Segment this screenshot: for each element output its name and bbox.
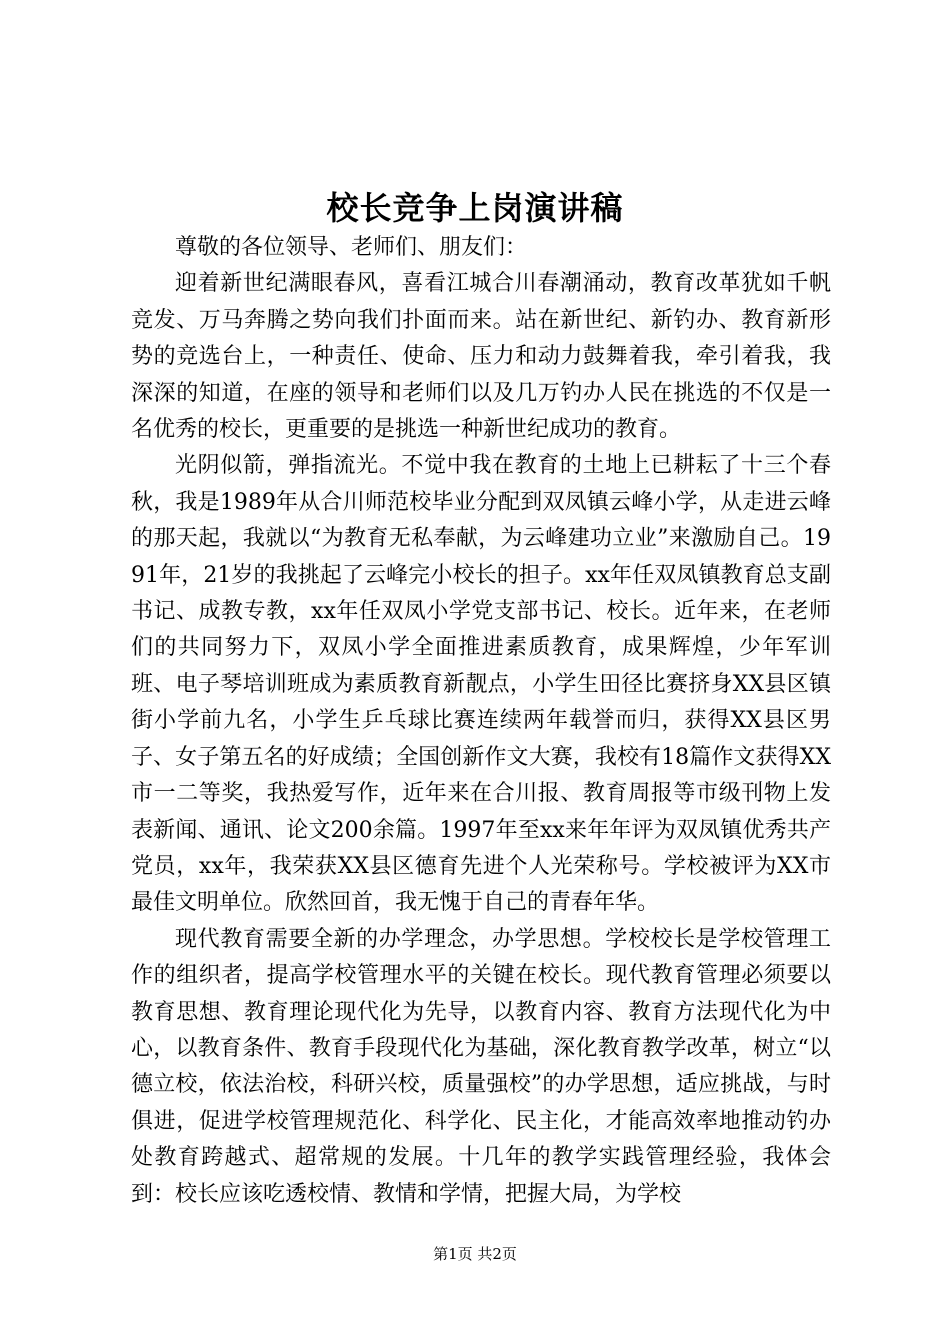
salutation-paragraph: 尊敬的各位领导、老师们、朋友们： — [175, 235, 528, 260]
body-paragraph-2: 光阴似箭，弹指流光。不觉中我在教育的土地上已耕耘了十三个春秋，我是1989年从合川师范校毕业分配到双凤镇云峰小学，从走进云峰的那天起，我就以“为教育无私奉献，为云峰建功立业”来激励自己。1991年，21岁的我挑起了云峰完小校长的担子。xx年任双凤镇教育总支副书记、成教专教，xx年任双凤小学党支部书记、校长。近年来，在老师们的共同努力下，双凤小学全面推进素质教育，成果辉煌，少年军训班、电子琴培训班成为素质教育新靓点，小学生田径比赛挤身XX县区镇街小学前九名，小学生乒乓球比赛连续两年载誉而归，获得XX县区男子、女子第五名的好成绩；全国创新作文大赛，我校有18篇作文获得XX市一二等奖，我热爱写作，近年来在合川报、教育周报等市级刊物上发表新闻、通讯、论文200余篇。1997年至xx来年年评为双凤镇优秀共产党员，xx年，我荣获XX县区德育先进个人光荣称号。学校被评为XX市最佳文明单位。欣然回首，我无愧于自己的青春年华。 — [131, 453, 831, 916]
page-footer — [0, 1244, 950, 1264]
body-paragraph-1: 迎着新世纪满眼春风，喜看江城合川春潮涌动，教育改革犹如千帆竞发、万马奔腾之势向我们扑面而来。站在新世纪、新钓办、教育新形势的竞选台上，一种责任、使命、压力和动力鼓舞着我，牵引着我，我深深的知道，在座的领导和老师们以及几万钓办人民在挑选的不仅是一名优秀的校长，更重要的是挑选一种新世纪成功的教育。 — [131, 271, 831, 443]
document-body — [131, 230, 831, 1213]
page-number-label: 第1页 共2页 — [433, 1245, 517, 1263]
document-title: 校长竞争上岗演讲稿 — [326, 189, 624, 227]
body-paragraph-3: 现代教育需要全新的办学理念，办学思想。学校校长是学校管理工作的组织者，提高学校管理水平的关键在校长。现代教育管理必须要以教育思想、教育理论现代化为先导，以教育内容、教育方法现代化为中心，以教育条件、教育手段现代化为基础，深化教育教学改革，树立“以德立校，依法治校，科研兴校，质量强校”的办学思想，适应挑战，与时俱进，促进学校管理规范化、科学化、民主化，才能高效率地推动钓办处教育跨越式、超常规的发展。十几年的教学实践管理经验，我体会到：校长应该吃透校情、教情和学情，把握大局，为学校 — [131, 926, 831, 1207]
